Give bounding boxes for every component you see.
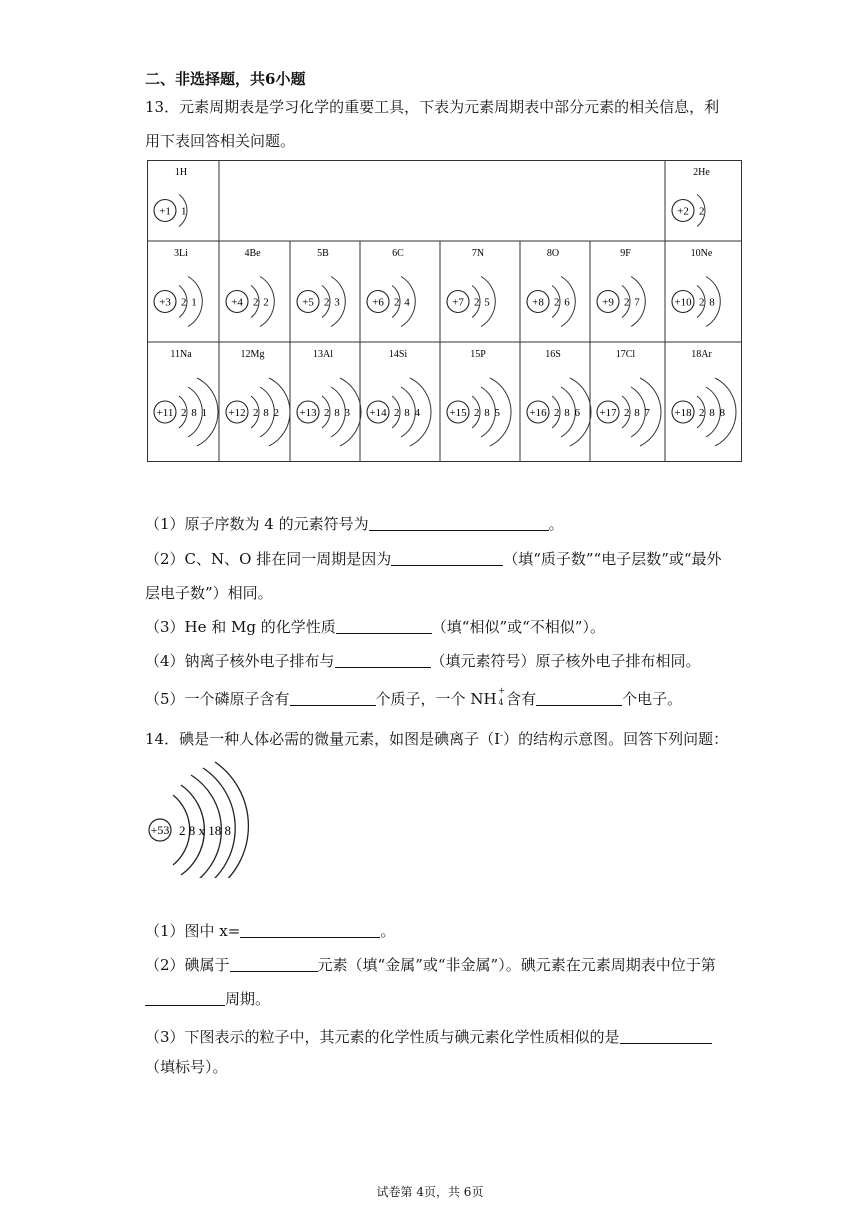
shell-electron-counts: 2 8 1 <box>181 407 208 419</box>
shell-electron-counts: 1 <box>181 205 188 218</box>
element-label: 1H <box>174 167 188 178</box>
q13-part1-end: 。 <box>548 515 564 533</box>
nucleus-label: +13 <box>299 407 317 419</box>
element-cell-si <box>367 349 431 446</box>
nucleus-label: +16 <box>529 407 547 419</box>
shell-electron-counts: 2 8 5 <box>474 407 501 419</box>
element-label: 14Si <box>388 349 408 360</box>
nucleus-label: +5 <box>302 296 314 309</box>
q14-part2: （2）碘属于 元素（填“金属”或“非金属”）。碘元素在元素周期表中位于第 <box>145 956 716 974</box>
shell-electron-counts: 2 8 2 <box>253 407 280 419</box>
answer-blank-q13-5b[interactable] <box>536 690 622 706</box>
shell-electron-counts: 2 6 <box>554 296 571 309</box>
element-cell-li <box>154 248 202 327</box>
q13-part2-text: （2）C、N、O 排在同一周期是因为 <box>145 550 392 568</box>
page-footer: 试卷第 4页，共 6页 <box>376 1185 484 1199</box>
element-label: 8O <box>546 248 560 259</box>
element-cell-s <box>527 349 591 446</box>
answer-blank-q14-1[interactable] <box>240 922 380 938</box>
q13-part5-text: （5）一个磷原子含有 <box>145 690 290 708</box>
element-cell-cl <box>597 349 661 446</box>
element-label: 9F <box>620 248 631 259</box>
nucleus-label: +6 <box>372 296 384 309</box>
shell-electron-counts: 2 3 <box>324 296 341 309</box>
element-label: 18Ar <box>691 349 712 360</box>
shell-electron-counts: 2 8 6 <box>554 407 581 419</box>
q13-part3 <box>145 616 605 637</box>
q13-part5-contain: 含有 <box>506 690 537 708</box>
answer-blank-q13-4[interactable] <box>335 652 431 668</box>
q14-part3: （3）下图表示的粒子中，其元素的化学性质与碘元素化学性质相似的是 <box>145 1026 712 1047</box>
shell-electron-counts: 2 1 <box>181 296 198 309</box>
answer-blank-q13-2[interactable] <box>391 550 503 566</box>
answer-blank-q14-2a[interactable] <box>230 956 318 972</box>
shell-electron-counts: 2 8 7 <box>624 407 651 419</box>
element-cell-n <box>447 248 495 327</box>
periodic-table <box>147 160 742 462</box>
q13-part5-mid: 个质子，一个 <box>375 690 466 708</box>
q14-stem: 14．碘是一种人体必需的微量元素，如图是碘离子（I-）的结构示意图。回答下列问题： <box>145 730 729 748</box>
q14-part3-cont: （填标号）。 <box>145 1058 228 1076</box>
q13-part3-hint: （填“相似”或“不相似”）。 <box>431 618 605 636</box>
q13-part5-end: 个电子。 <box>622 690 683 708</box>
answer-blank-q13-5a[interactable] <box>290 690 376 706</box>
element-cell-na <box>154 349 218 446</box>
element-cell-ar <box>672 349 736 446</box>
q13-part5 <box>145 688 682 709</box>
nucleus-label: +14 <box>369 407 387 419</box>
iodine-nucleus-label: +53 <box>150 823 170 837</box>
element-label: 3Li <box>174 248 188 259</box>
answer-blank-q14-2b[interactable] <box>145 990 225 1006</box>
element-cell-p <box>447 349 511 446</box>
element-label: 4Be <box>244 248 261 259</box>
element-label: 7N <box>471 248 485 259</box>
q14-part2-cont: 周期。 <box>145 988 270 1009</box>
nucleus-label: +12 <box>228 407 246 419</box>
shell-electron-counts: 2 5 <box>474 296 491 309</box>
shell-electron-counts: 2 <box>699 205 706 218</box>
q13-stem-line2: 用下表回答相关问题。 <box>145 132 296 150</box>
answer-blank-q14-3[interactable] <box>620 1028 712 1044</box>
nucleus-label: +8 <box>532 296 544 309</box>
iodine-shells-label: 2 8 x 18 8 <box>179 823 231 838</box>
q13-part2-cont: 层电子数”）相同。 <box>145 584 273 602</box>
nucleus-label: +15 <box>449 407 467 419</box>
element-cell-mg <box>226 349 290 446</box>
shell-electron-counts: 2 8 4 <box>394 407 421 419</box>
shell-electron-counts: 2 8 3 <box>324 407 351 419</box>
q13-part1 <box>145 513 564 534</box>
nucleus-label: +1 <box>159 205 171 218</box>
element-label: 5B <box>317 248 329 259</box>
element-cell-o <box>527 248 575 327</box>
element-label: 12Mg <box>240 349 265 360</box>
shell-electron-counts: 2 8 <box>699 296 716 309</box>
element-label: 11Na <box>170 349 192 360</box>
nucleus-label: +9 <box>602 296 614 309</box>
nucleus-label: +17 <box>599 407 617 419</box>
q13-part4-text: （4）钠离子核外电子排布与 <box>145 652 335 670</box>
element-cell-f <box>597 248 645 327</box>
nucleus-label: +4 <box>231 296 243 309</box>
element-label: 13Al <box>313 349 333 360</box>
q13-part3-text: （3）He 和 Mg 的化学性质 <box>145 618 336 636</box>
nucleus-label: +18 <box>674 407 692 419</box>
element-label: 15P <box>470 349 486 360</box>
answer-blank-q13-1[interactable] <box>369 515 549 531</box>
nucleus-label: +2 <box>677 205 689 218</box>
nucleus-label: +11 <box>156 407 174 419</box>
shell-electron-counts: 2 7 <box>624 296 641 309</box>
element-cell-b <box>297 248 345 327</box>
element-cell-ne <box>672 248 720 327</box>
q14-part1: （1）图中 x= 。 <box>145 922 396 940</box>
element-label: 10Ne <box>690 248 713 259</box>
q13-stem-line1: 13．元素周期表是学习化学的重要工具，下表为元素周期表中部分元素的相关信息，利 <box>145 98 720 116</box>
nucleus-label: +7 <box>452 296 464 309</box>
element-cell-al <box>297 349 361 446</box>
section-title: 二、非选择题，共6小题 <box>145 70 306 88</box>
q13-part4 <box>145 650 701 671</box>
element-label: 6C <box>392 248 404 259</box>
element-label: 2He <box>693 167 710 178</box>
element-label: 17Cl <box>615 349 636 360</box>
answer-blank-q13-3[interactable] <box>336 618 432 634</box>
element-cell-be <box>226 248 274 327</box>
ammonium-formula: NH + 4 <box>470 686 506 708</box>
element-cell-he <box>672 167 710 227</box>
q13-part1-text: （1）原子序数为 4 的元素符号为 <box>145 515 369 533</box>
q13-part2 <box>145 548 722 569</box>
shell-electron-counts: 2 8 8 <box>699 407 726 419</box>
shell-electron-counts: 2 2 <box>253 296 270 309</box>
nucleus-label: +10 <box>674 296 692 309</box>
q13-part4-hint: （填元素符号）原子核外电子排布相同。 <box>430 652 701 670</box>
iodide-ion-diagram <box>143 760 263 878</box>
q13-part2-hint: （填“质子数”“电子层数”或“最外 <box>503 550 722 568</box>
shell-electron-counts: 2 4 <box>394 296 411 309</box>
element-cell-h <box>154 167 188 227</box>
nucleus-label: +3 <box>159 296 171 309</box>
element-label: 16S <box>545 349 561 360</box>
element-cell-c <box>367 248 415 327</box>
